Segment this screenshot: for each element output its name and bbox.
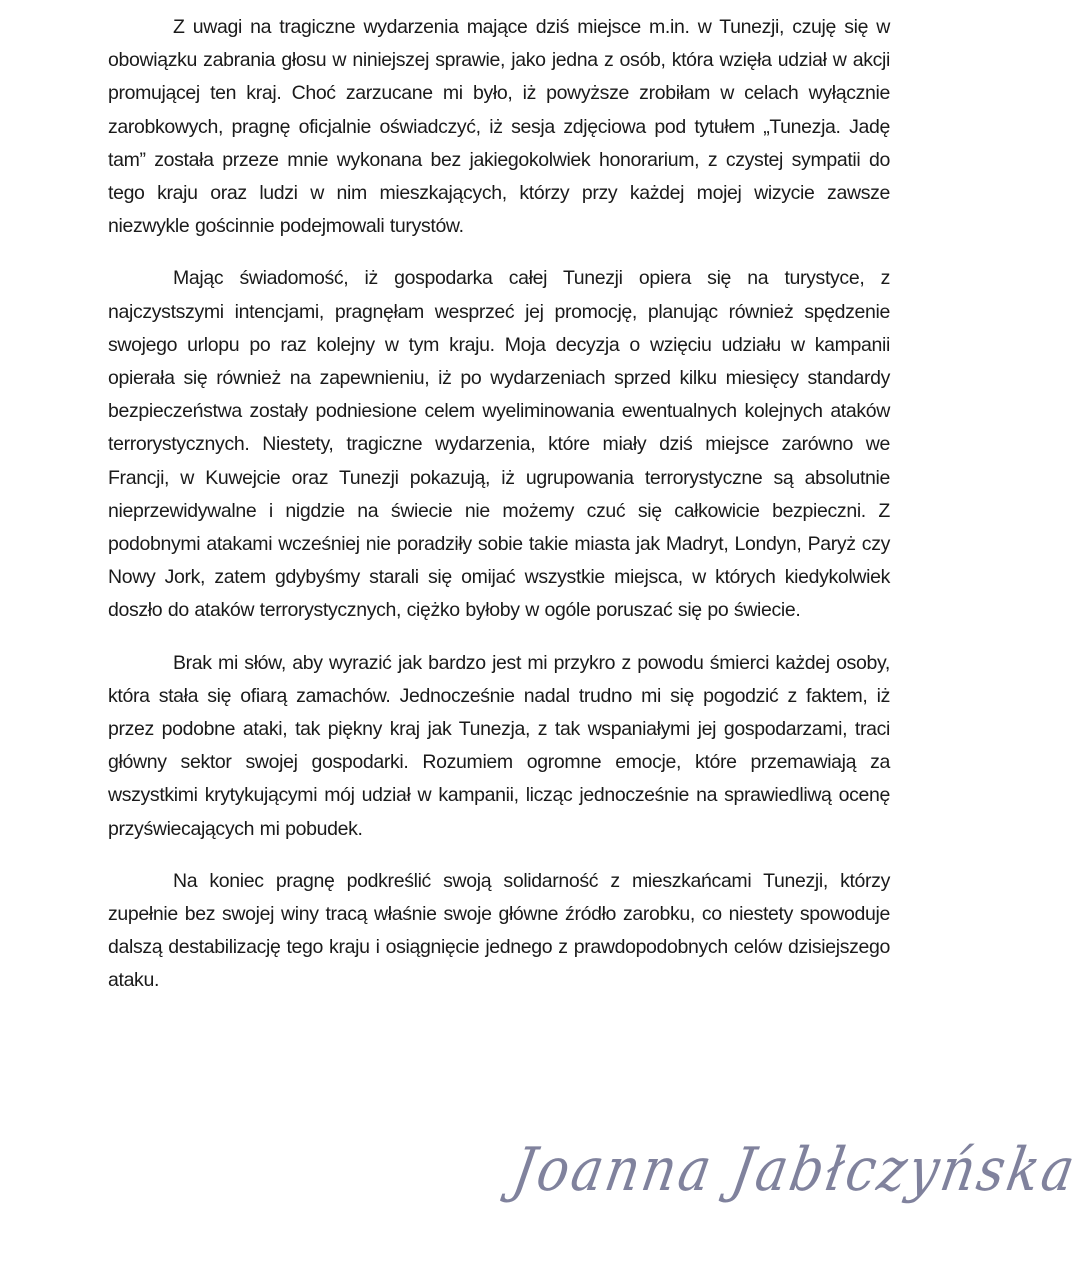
paragraph-3: Brak mi słów, aby wyrazić jak bardzo jest mi przykro z powodu śmierci każdej osoby, która stała się ofiarą zamachów. Jednocześnie nadal trudno mi się pogodzić z faktem, iż przez podobne ataki, tak piękny kraj jak Tunezja, z tak wspaniałymi jej gospodarzami, traci główny sektor swojej gospodarki. Rozumiem ogromne emocje, które przemawiają za wszystkimi krytykującymi mój udział w kampanii, licząc jednocześnie na sprawiedliwą ocenę przyświecających mi pobudek.: [108, 651, 890, 840]
paragraph-4: Na koniec pragnę podkreślić swoją solidarność z mieszkańcami Tunezji, którzy zupełnie bez swojej winy tracą właśnie swoje główne źródło zarobku, co niestety spowoduje dalszą destabilizację tego kraju i osiągnięcie jednego z prawdopodobnych celów dzisiejszego ataku.: [108, 869, 890, 992]
paragraph-2: Mając świadomość, iż gospodarka całej Tunezji opiera się na turystyce, z najczystszymi intencjami, pragnęłam wesprzeć jej promocję, planując również spędzenie swojego urlopu po raz kolejny w tym kraju. Moja decyzja o wzięciu udziału w kampanii opierała się również na zapewnieniu, iż po wydarzeniach sprzed kilku miesięcy standardy bezpieczeństwa zostały podniesione celem wyeliminowania ewentualnych kolejnych ataków terrorystycznych. Niestety, tragiczne wydarzenia, które miały dziś miejsce zarówno we Francji, w Kuwejcie oraz Tunezji pokazują, iż ugrupowania terrorystyczne są absolutnie nieprzewidywalne i nigdzie na świecie nie możemy czuć się całkowicie bezpieczni. Z podobnymi atakami wcześniej nie poradziły sobie takie miasta jak Madryt, Londyn, Paryż czy Nowy Jork, zatem gdybyśmy starali się omijać wszystkie miejsca, w których kiedykolwiek doszło do ataków terrorystycznych, ciężko byłoby w ogóle poruszać się po świecie.: [108, 267, 890, 622]
signature-handwriting: Joanna Jabłczyńska: [507, 1136, 1082, 1205]
letter-body: [108, 11, 890, 1017]
paragraph-1: Z uwagi na tragiczne wydarzenia mające dziś miejsce m.in. w Tunezji, czuję się w obowiązku zabrania głosu w niniejszej sprawie, jako jedna z osób, która wzięła udział w akcji promującej ten kraj. Choć zarzucane mi było, iż powyższe zrobiłam w celach wyłącznie zarobkowych, pragnę oficjalnie oświadczyć, iż sesja zdjęciowa pod tytułem „Tunezja. Jadę tam” została przeze mnie wykonana bez jakiegokolwiek honorarium, z czystej sympatii do tego kraju oraz ludzi w nim mieszkających, którzy przy każdej mojej wizycie zawsze niezwykle gościnnie podejmowali turystów.: [108, 16, 890, 238]
signature: [507, 1118, 1082, 1238]
